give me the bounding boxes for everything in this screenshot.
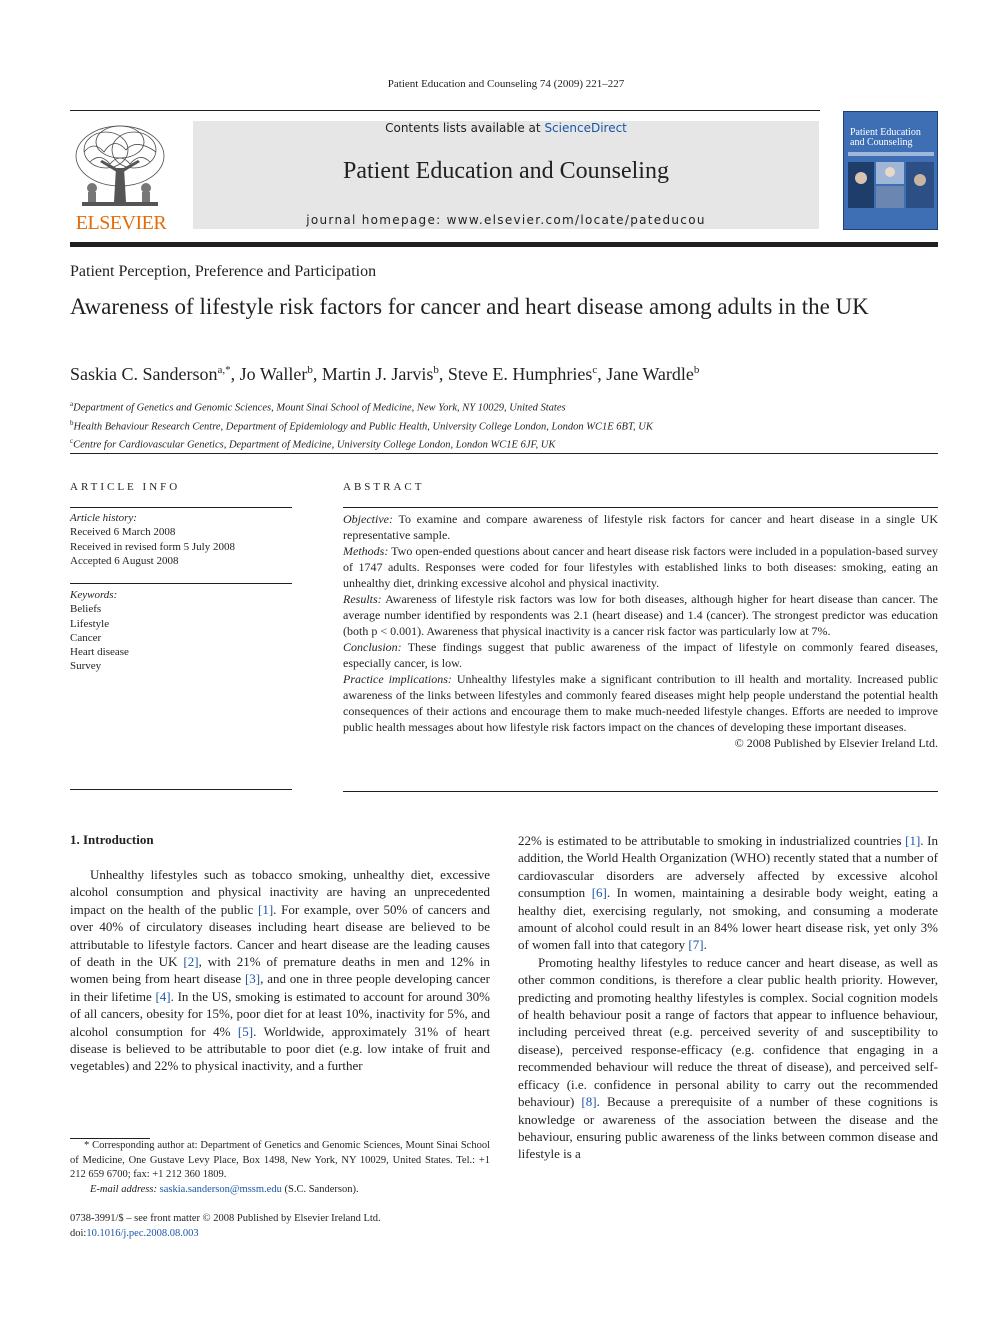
abstract-text: Two open-ended questions about cancer and heart disease risk factors were included in a population-based survey of 1747 adults. Responses were coded for four lifestyles with established links to both diseases: smoking, eating an unhealthy diet, drinking excessive alcohol and physical inactivity. [343, 544, 938, 590]
footnote-mark: * [84, 1140, 90, 1151]
author-email-link[interactable]: saskia.sanderson@mssm.edu [159, 1183, 282, 1195]
abstract-heading: ABSTRACT [343, 481, 425, 493]
affiliation-item [70, 397, 940, 416]
author-name[interactable]: Saskia C. Sanderson [70, 364, 218, 384]
doi-line [70, 1227, 490, 1242]
email-suffix: (S.C. Sanderson). [281, 1183, 359, 1195]
author-affiliation-mark[interactable]: b [693, 364, 700, 376]
abstract-rule [343, 507, 938, 508]
author-list: Saskia C. Sanderson$^{a,*}$, Jo Waller$^b$, Martin J. Jarvis$^b$, Steve E. Humphries$^c$, Jane Wardle$^b$ [70, 364, 700, 384]
abstract-body [343, 511, 938, 751]
article-history [70, 511, 292, 568]
doi-link[interactable]: 10.1016/j.pec.2008.08.003 [86, 1227, 199, 1239]
history-item: Accepted 6 August 2008 [70, 554, 179, 567]
affiliation-mark: a [70, 400, 74, 408]
abstract-conclusion [343, 639, 938, 671]
abstract-label: Methods: [343, 544, 389, 558]
abstract-results [343, 591, 938, 639]
article-info-rule [70, 789, 292, 790]
keyword-item: Survey [70, 660, 102, 673]
journal-name: Patient Education and Counseling [343, 158, 669, 184]
journal-homepage[interactable]: journal homepage: www.elsevier.com/locate/pateducou [306, 213, 706, 227]
abstract-label: Results: [343, 592, 382, 606]
body-text: . Because a prerequisite of a number of these cognitions is knowledge or awareness of the association between the disease and the behaviour, ensuring public awareness of the links between common disease and lifestyle is a [518, 1094, 938, 1162]
affiliation-text: Centre for Cardiovascular Genetics, Department of Medicine, University College London, London WC1E 6JF, UK [73, 439, 556, 451]
abstract-text: To examine and compare awareness of lifestyle risk factors for cancer and heart disease in a single UK representative sample. [343, 512, 938, 542]
article-info-heading: ARTICLE INFO [70, 481, 181, 493]
abstract-label: Conclusion: [343, 640, 402, 654]
elsevier-wordmark: ELSEVIER [75, 212, 167, 234]
abstract-methods [343, 543, 938, 591]
footnote-email-line [70, 1183, 490, 1198]
reference-link[interactable]: [1] [257, 901, 274, 917]
author-affiliation-mark[interactable]: b [433, 364, 439, 376]
cover-title: Patient Education and Counseling [850, 127, 921, 148]
abstract-label: Practice implications: [343, 672, 452, 686]
history-item: Received 6 March 2008 [70, 526, 176, 539]
history-item: Received in revised form 5 July 2008 [70, 540, 235, 553]
body-column-right [518, 832, 938, 1163]
reference-link[interactable]: [7] [688, 937, 704, 953]
affiliation-mark: c [70, 437, 74, 445]
abstract-text: These findings suggest that public awareness of the impact of lifestyle on commonly feared diseases, especially cancer, is low. [343, 640, 938, 670]
author-name[interactable]: Steve E. Humphries [447, 364, 593, 384]
body-paragraph [518, 832, 938, 954]
keyword-item: Cancer [70, 631, 102, 644]
abstract-label: Objective: [343, 512, 393, 526]
keywords-label: Keywords: [70, 589, 118, 601]
affiliation-list [70, 397, 940, 453]
abstract-text: Awareness of lifestyle risk factors was low for both diseases, although higher for heart disease than cancer. The average number identified by respondents was 2.1 (heart disease) and 1.4 (cancer). The strongest predictor was education (both p < 0.001). Awareness that physical inactivity is a cancer risk factor was particularly low at 7%. [343, 592, 938, 638]
reference-link[interactable]: [2] [183, 954, 199, 970]
doi-label: doi: [70, 1227, 87, 1239]
abstract-practice [343, 671, 938, 735]
body-text: . [703, 937, 707, 953]
author-name[interactable]: Jane Wardle [606, 364, 694, 384]
footnote-text [70, 1139, 490, 1183]
affiliation-item [70, 434, 940, 453]
body-text: . In women, maintaining a desirable body weight, eating a healthy diet, exercising regularly, not smoking, and consuming a moderate amount of alcohol could result in an 84% lower heart disease risk, yet only 3% of women fall into that category [518, 885, 938, 953]
reference-link[interactable]: [6] [591, 885, 607, 901]
body-text: Promoting healthy lifestyles to reduce cancer and heart disease, as well as other common conditions, is therefore a clear public health priority. However, predicting and promoting healthy lifestyles is complex. Social cognition models of health behaviour posit a range of factors that appear to influence behaviour, including perceived threat (e.g. perceived severity of and susceptibility to disease), perceived response-efficacy (e.g. confidence that engaging in a recommended behaviour will reduce the threat of disease), and perceived self-efficacy (i.e. confidence in personal ability to carry out the recommended behaviour) [518, 954, 938, 1110]
reference-link[interactable]: [3] [244, 971, 261, 987]
sciencedirect-link[interactable]: ScienceDirect [544, 121, 627, 135]
corresponding-author-footnote [70, 1139, 490, 1197]
body-text: , with 21% of premature deaths in men and 12% in women being from heart disease [70, 954, 490, 987]
abstract-text: Unhealthy lifestyles make a significant contribution to ill health and mortality. Increased public awareness of the links between lifestyles and commonly feared diseases might help people understand the potential health consequences of their actions and encourage them to make much-needed lifestyle changes. Efforts are needed to improve public health messages about how lifestyle risk factors impact on the chances of developing these important diseases. [343, 672, 938, 734]
body-paragraph [518, 954, 938, 1163]
article-info-rule [70, 583, 292, 584]
abstract-copyright: © 2008 Published by Elsevier Ireland Ltd. [734, 736, 938, 750]
cover-photo-collage [848, 152, 934, 210]
author-affiliation-mark[interactable]: a,* [217, 364, 231, 376]
section-divider [70, 453, 938, 454]
article-section-label: Patient Perception, Preference and Participation [70, 263, 377, 280]
footnote-body: Corresponding author at: Department of Genetics and Genomic Sciences, Mount Sinai School of Medicine, One Gustave Levy Place, Box 1498, New York, NY 10029, United States. Tel.: +1 212 659 6700; fax: +1 212 360 1809. [70, 1140, 490, 1180]
front-matter [70, 1212, 490, 1241]
keyword-item: Lifestyle [70, 617, 110, 630]
reference-link[interactable]: [4] [155, 988, 171, 1004]
author-name[interactable]: Martin J. Jarvis [321, 364, 434, 384]
body-column-left [70, 866, 490, 1075]
header-rule-bottom [70, 242, 938, 247]
journal-cover-image [843, 111, 938, 230]
keyword-item: Heart disease [70, 646, 129, 659]
body-text: , and one in three people developing cancer in their lifetime [70, 971, 490, 1004]
keyword-list [70, 588, 292, 674]
section-heading: 1. Introduction [70, 832, 154, 847]
affiliation-mark: b [70, 418, 74, 427]
author-affiliation-mark[interactable]: b [307, 364, 313, 376]
journal-citation: Patient Education and Counseling 74 (2009) 221–227 [387, 78, 625, 90]
affiliation-item [70, 416, 940, 435]
issn-line: 0738-3991/$ – see front matter © 2008 Published by Elsevier Ireland Ltd. [70, 1213, 381, 1224]
author-affiliation-mark[interactable]: c [592, 364, 598, 376]
abstract-objective [343, 511, 938, 543]
contents-prefix: Contents lists available at [385, 121, 545, 135]
body-text: . In the US, smoking is estimated to account for around 30% of all cancers, obesity for 15%, poor diet for at least 10%, inactivity for 5%, and alcohol consumption for 4% [70, 988, 490, 1039]
body-paragraph [70, 866, 490, 1075]
reference-link[interactable]: [8] [581, 1094, 597, 1110]
contents-line [193, 121, 819, 135]
reference-link[interactable]: [1] [905, 833, 921, 848]
article-info-rule [70, 507, 292, 508]
affiliation-text: Health Behaviour Research Centre, Department of Epidemiology and Public Health, University College London, London WC1E 6BT, UK [73, 421, 653, 432]
email-label: E-mail address: [90, 1183, 160, 1195]
body-text: . In addition, the World Health Organization (WHO) recently stated that a number of cardiovascular disorders are adversely affected by excessive alcohol consumption [518, 833, 938, 901]
body-text: . For example, over 50% of cancers and over 40% of circulatory diseases including heart disease are believed to be attributable to lifestyle factors. Cancer and heart disease are the leading causes of death in the UK [70, 901, 490, 970]
article-title: Awareness of lifestyle risk factors for cancer and heart disease among adults in the UK [70, 294, 869, 319]
history-label: Article history: [70, 512, 137, 524]
affiliation-text: Department of Genetics and Genomic Sciences, Mount Sinai School of Medicine, New York, NY 10029, United States [73, 402, 566, 414]
body-text: . Worldwide, approximately 31% of heart disease is believed to be attributable to poor diet (e.g. low intake of fruit and vegetables) and 22% to physical inactivity, and a further [70, 1023, 490, 1074]
body-text: 22% is estimated to be attributable to smoking in industrialized countries [518, 833, 906, 848]
author-name[interactable]: Jo Waller [239, 364, 308, 384]
keyword-item: Beliefs [70, 603, 102, 616]
header-rule-top [70, 110, 820, 111]
body-text: Unhealthy lifestyles such as tobacco smoking, unhealthy diet, excessive alcohol consumption and physical inactivity are having an unprecedented impact on the health of the public [70, 867, 490, 917]
reference-link[interactable]: [5] [237, 1023, 254, 1039]
abstract-rule [343, 791, 938, 792]
